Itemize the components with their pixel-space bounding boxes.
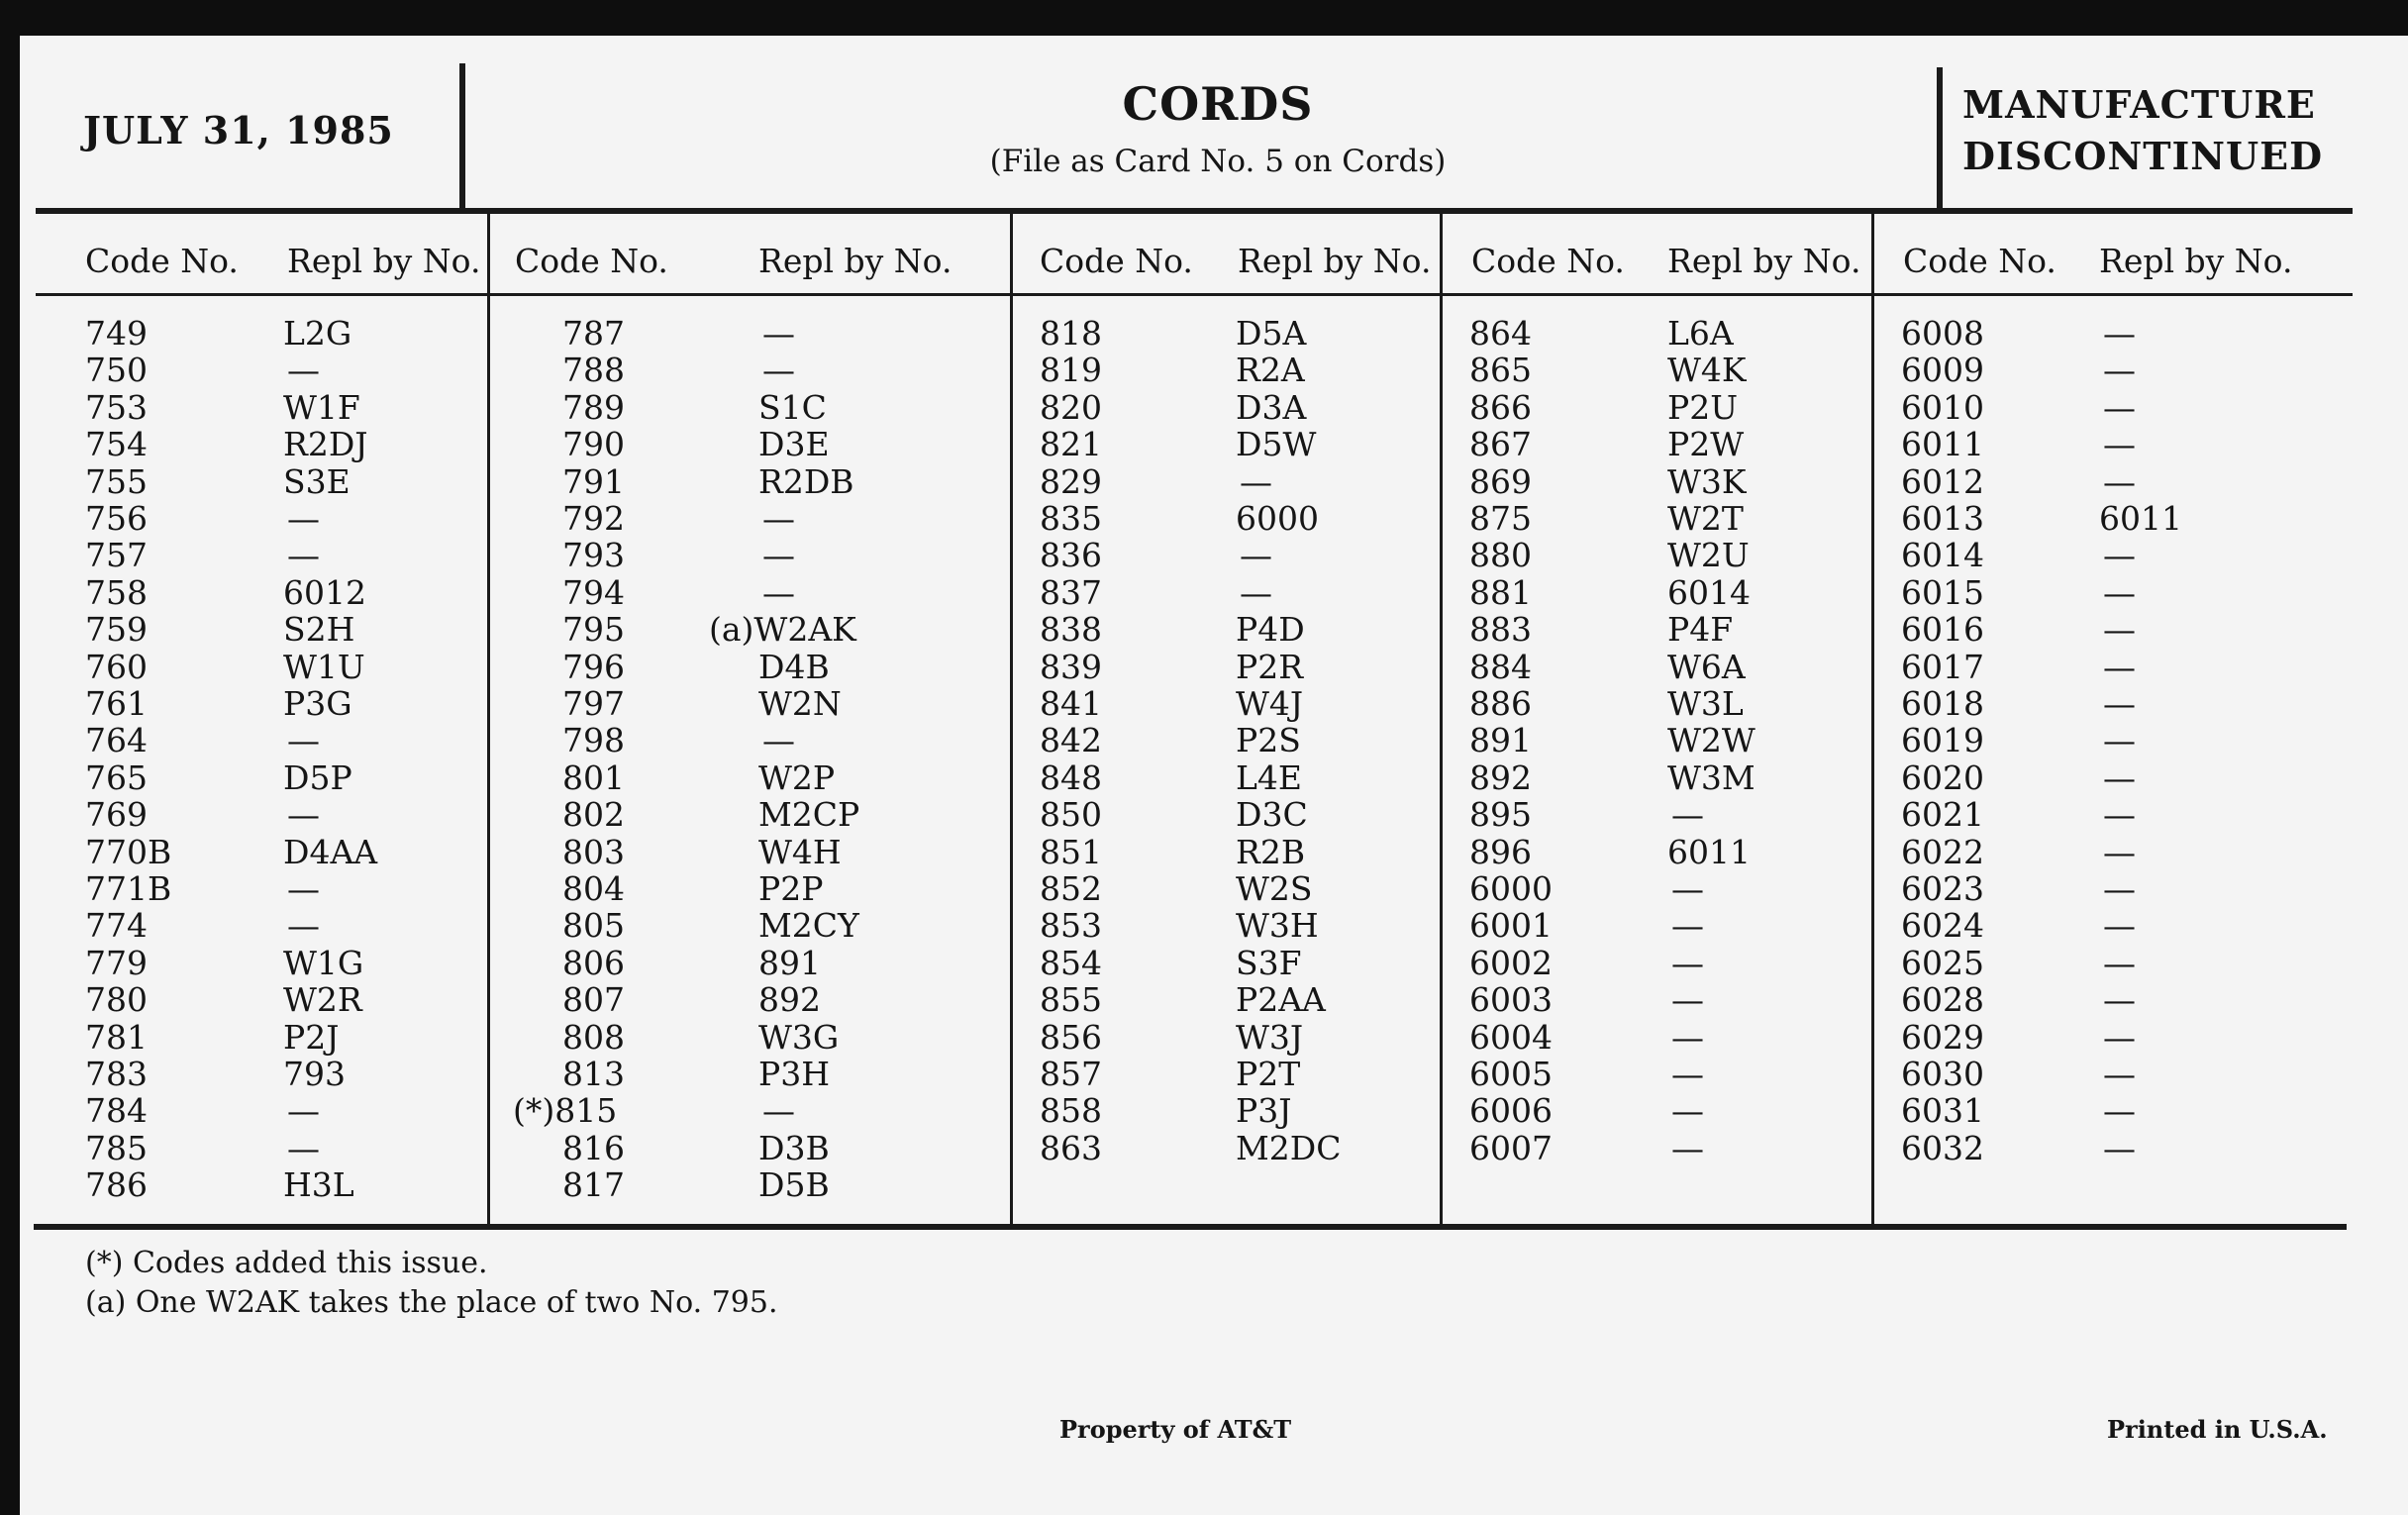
code-cell: 761 [85, 684, 148, 723]
replacement-cell: — [2103, 610, 2136, 650]
code-cell: 804 [562, 869, 625, 908]
column-divider-1 [487, 212, 490, 1226]
replacement-cell: — [1671, 943, 1704, 982]
header-rule [36, 208, 2353, 214]
replacement-cell: — [2103, 572, 2136, 612]
code-cell: 866 [1469, 387, 1532, 427]
replacement-cell: — [287, 499, 320, 538]
replacement-cell: D3E [758, 425, 830, 464]
code-cell: 6029 [1901, 1017, 1984, 1057]
code-cell: 780 [85, 980, 148, 1020]
replacement-cell: 793 [283, 1055, 346, 1093]
printed-notice: Printed in U.S.A. [2107, 1415, 2328, 1444]
replacement-cell: D5P [283, 758, 352, 797]
replacement-cell: P2S [1236, 721, 1301, 760]
replacement-cell: — [1240, 572, 1272, 612]
code-cell: 842 [1040, 721, 1102, 760]
replacement-cell: M2CY [758, 906, 859, 946]
replacement-cell: W2R [283, 980, 362, 1020]
code-cell: 6018 [1901, 684, 1984, 723]
code-cell: 864 [1469, 314, 1532, 353]
page-title: CORDS [1122, 77, 1314, 131]
code-cell: 770B [85, 832, 172, 871]
code-cell: 854 [1040, 943, 1102, 982]
code-cell: 781 [85, 1017, 148, 1057]
code-cell: 749 [85, 314, 148, 353]
code-cell: 6030 [1901, 1055, 1984, 1093]
property-notice: Property of AT&T [1059, 1415, 1292, 1444]
replacement-cell: — [2103, 943, 2136, 982]
code-cell: 786 [85, 1165, 148, 1205]
replacement-cell: S2H [283, 610, 355, 650]
code-cell: 755 [85, 461, 148, 501]
replacement-cell: — [1671, 1055, 1704, 1093]
column-divider-4 [1871, 212, 1874, 1226]
replacement-cell: — [2103, 647, 2136, 686]
replacement-cell: D5B [758, 1165, 830, 1205]
column-header-repl: Repl by No. [758, 242, 953, 280]
column-header-code: Code No. [1471, 242, 1625, 280]
replacement-cell: S3E [283, 461, 351, 501]
code-cell: 821 [1040, 425, 1102, 464]
code-cell: 869 [1469, 461, 1532, 501]
code-cell: 750 [85, 351, 148, 390]
code-cell: 850 [1040, 795, 1102, 835]
replacement-cell: 891 [758, 943, 821, 982]
replacement-cell: — [2103, 314, 2136, 353]
replacement-cell: — [2103, 721, 2136, 760]
replacement-cell: P2J [283, 1017, 340, 1057]
code-cell: 757 [85, 536, 148, 575]
code-cell: 783 [85, 1055, 148, 1093]
code-cell: 789 [562, 387, 625, 427]
code-cell: 837 [1040, 572, 1102, 612]
replacement-cell: D5W [1236, 425, 1317, 464]
code-cell: 805 [562, 906, 625, 946]
code-cell: 836 [1040, 536, 1102, 575]
replacement-cell: R2DB [758, 461, 854, 501]
replacement-cell: L6A [1667, 314, 1734, 353]
code-cell: 813 [562, 1055, 625, 1093]
replacement-cell: P3J [1236, 1091, 1292, 1131]
replacement-cell: D3B [758, 1128, 830, 1167]
code-cell: 892 [1469, 758, 1532, 797]
replacement-cell: P2W [1667, 425, 1745, 464]
code-cell: 784 [85, 1091, 148, 1131]
replacement-cell: — [287, 869, 320, 908]
replacement-cell: W3H [1236, 906, 1319, 946]
code-cell: 884 [1469, 647, 1532, 686]
column-header-rule [36, 293, 2353, 296]
code-cell: 6012 [1901, 461, 1984, 501]
replacement-cell: 6014 [1667, 572, 1751, 612]
replacement-cell: — [287, 1128, 320, 1167]
replacement-cell: D3C [1236, 795, 1308, 835]
code-cell: 851 [1040, 832, 1102, 871]
code-cell: 758 [85, 572, 148, 612]
code-cell: 6017 [1901, 647, 1984, 686]
replacement-cell: — [1671, 795, 1704, 835]
code-cell: 829 [1040, 461, 1102, 501]
replacement-cell: — [2103, 980, 2136, 1020]
replacement-cell: W6A [1667, 647, 1746, 686]
code-cell: 788 [562, 351, 625, 390]
code-cell: 6001 [1469, 906, 1553, 946]
replacement-cell: D4AA [283, 832, 378, 871]
replacement-cell: P3H [758, 1055, 830, 1093]
replacement-cell: W3L [1667, 684, 1744, 723]
replacement-cell: — [1671, 1091, 1704, 1131]
replacement-cell: — [2103, 461, 2136, 501]
code-cell: 764 [85, 721, 148, 760]
code-cell: 796 [562, 647, 625, 686]
replacement-cell: R2B [1236, 832, 1306, 871]
replacement-cell: W2S [1236, 869, 1313, 908]
replacement-cell: W1U [283, 647, 365, 686]
replacement-cell: — [2103, 351, 2136, 390]
code-cell: 795 [562, 610, 625, 650]
replacement-cell: W2W [1667, 721, 1756, 760]
code-cell: 865 [1469, 351, 1532, 390]
code-cell: 6007 [1469, 1128, 1553, 1167]
code-cell: 797 [562, 684, 625, 723]
code-cell: 6028 [1901, 980, 1984, 1020]
code-cell: 6000 [1469, 869, 1553, 908]
status-label [1962, 79, 2378, 182]
replacement-cell: — [2103, 387, 2136, 427]
replacement-cell: M2CP [758, 795, 860, 835]
replacement-cell: W1G [283, 943, 364, 982]
replacement-cell: — [1671, 1017, 1704, 1057]
replacement-cell: P2P [758, 869, 824, 908]
cords-card [20, 36, 2408, 1515]
code-cell: 820 [1040, 387, 1102, 427]
code-cell: 6021 [1901, 795, 1984, 835]
column-divider-3 [1440, 212, 1443, 1226]
replacement-cell: W2U [1667, 536, 1750, 575]
code-cell: 818 [1040, 314, 1102, 353]
table-bottom-rule [34, 1224, 2347, 1230]
code-cell: 803 [562, 832, 625, 871]
column-header-repl: Repl by No. [2099, 242, 2293, 280]
replacement-cell: P4D [1236, 610, 1305, 650]
code-cell: 819 [1040, 351, 1102, 390]
code-cell: 779 [85, 943, 148, 982]
column-header-code: Code No. [85, 242, 239, 280]
code-cell: 808 [562, 1017, 625, 1057]
replacement-cell: S1C [758, 387, 827, 427]
code-cell: 807 [562, 980, 625, 1020]
replacement-cell: — [2103, 906, 2136, 946]
replacement-cell: — [762, 499, 795, 538]
code-cell: 771B [85, 869, 172, 908]
code-cell: 848 [1040, 758, 1102, 797]
code-cell: 841 [1040, 684, 1102, 723]
replacement-cell: — [1671, 1128, 1704, 1167]
code-cell: 6011 [1901, 425, 1984, 464]
replacement-cell: 6011 [2099, 499, 2182, 538]
replacement-cell: P4F [1667, 610, 1734, 650]
replacement-cell: — [2103, 536, 2136, 575]
code-cell: 6013 [1901, 499, 1984, 538]
column-header-code: Code No. [1040, 242, 1193, 280]
column-divider-2 [1010, 212, 1013, 1226]
code-cell: 769 [85, 795, 148, 835]
replacement-cell: P3G [283, 684, 352, 723]
replacement-cell: W1F [283, 387, 360, 427]
replacement-cell: — [2103, 795, 2136, 835]
column-header-code: Code No. [515, 242, 668, 280]
replacement-cell: — [2103, 684, 2136, 723]
code-cell: 785 [85, 1128, 148, 1167]
code-cell: (*)815 [513, 1091, 618, 1131]
replacement-cell: — [762, 351, 795, 390]
code-cell: 790 [562, 425, 625, 464]
code-cell: 6023 [1901, 869, 1984, 908]
replacement-cell: P2AA [1236, 980, 1326, 1020]
column-header-code: Code No. [1903, 242, 2057, 280]
code-cell: 754 [85, 425, 148, 464]
replacement-cell: — [1671, 980, 1704, 1020]
replacement-cell: L4E [1236, 758, 1302, 797]
code-cell: 6005 [1469, 1055, 1553, 1093]
code-cell: 6010 [1901, 387, 1984, 427]
code-cell: 895 [1469, 795, 1532, 835]
replacement-cell: L2G [283, 314, 352, 353]
code-cell: 817 [562, 1165, 625, 1205]
replacement-cell: W4J [1236, 684, 1304, 723]
replacement-cell: — [287, 351, 320, 390]
code-cell: 6031 [1901, 1091, 1984, 1131]
note-w2ak: (a) One W2AK takes the place of two No. 795. [85, 1285, 778, 1320]
replacement-cell: — [1240, 461, 1272, 501]
code-cell: 6016 [1901, 610, 1984, 650]
code-cell: 886 [1469, 684, 1532, 723]
code-cell: 853 [1040, 906, 1102, 946]
code-cell: 759 [85, 610, 148, 650]
replacement-cell: W4K [1667, 351, 1747, 390]
replacement-cell: — [287, 536, 320, 575]
code-cell: 6002 [1469, 943, 1553, 982]
column-header-repl: Repl by No. [1238, 242, 1432, 280]
code-cell: 858 [1040, 1091, 1102, 1131]
replacement-cell: — [2103, 1091, 2136, 1131]
issue-date: JULY 31, 1985 [83, 108, 394, 152]
code-cell: 6004 [1469, 1017, 1553, 1057]
replacement-cell: — [2103, 1017, 2136, 1057]
replacement-cell: — [2103, 869, 2136, 908]
code-cell: 791 [562, 461, 625, 501]
code-cell: 787 [562, 314, 625, 353]
replacement-cell: W3J [1236, 1017, 1304, 1057]
replacement-cell: — [287, 906, 320, 946]
code-cell: 774 [85, 906, 148, 946]
code-cell: 793 [562, 536, 625, 575]
replacement-cell: — [762, 721, 795, 760]
replacement-cell: P2R [1236, 647, 1304, 686]
code-cell: 839 [1040, 647, 1102, 686]
replacement-cell: D3A [1236, 387, 1307, 427]
code-cell: 798 [562, 721, 625, 760]
replacement-cell: W2P [758, 758, 836, 797]
replacement-cell: S3F [1236, 943, 1302, 982]
code-cell: 6019 [1901, 721, 1984, 760]
replacement-cell: — [2103, 1128, 2136, 1167]
replacement-cell: W4H [758, 832, 842, 871]
replacement-cell: — [762, 314, 795, 353]
replacement-cell: — [287, 1091, 320, 1131]
column-header-repl: Repl by No. [287, 242, 481, 280]
code-cell: 6014 [1901, 536, 1984, 575]
code-cell: 855 [1040, 980, 1102, 1020]
replacement-cell: — [762, 536, 795, 575]
replacement-cell: — [762, 572, 795, 612]
column-header-repl: Repl by No. [1667, 242, 1861, 280]
status-line-2: DISCONTINUED [1962, 134, 2324, 178]
replacement-cell: — [2103, 832, 2136, 871]
code-cell: 838 [1040, 610, 1102, 650]
code-cell: 794 [562, 572, 625, 612]
page-subtitle: (File as Card No. 5 on Cords) [989, 144, 1447, 179]
code-cell: 857 [1040, 1055, 1102, 1093]
code-cell: 881 [1469, 572, 1532, 612]
replacement-cell: — [287, 795, 320, 835]
code-cell: 6003 [1469, 980, 1553, 1020]
code-cell: 6009 [1901, 351, 1984, 390]
replacement-cell: 6000 [1236, 499, 1319, 538]
replacement-cell: D5A [1236, 314, 1307, 353]
replacement-cell: — [2103, 1055, 2136, 1093]
code-cell: 6032 [1901, 1128, 1984, 1167]
replacement-cell: — [1240, 536, 1272, 575]
code-cell: 6015 [1901, 572, 1984, 612]
replacement-cell: H3L [283, 1165, 354, 1205]
replacement-cell: P2U [1667, 387, 1739, 427]
code-cell: 6025 [1901, 943, 1984, 982]
code-cell: 891 [1469, 721, 1532, 760]
replacement-cell: W3K [1667, 461, 1747, 501]
code-cell: 863 [1040, 1128, 1102, 1167]
replacement-cell: R2DJ [283, 425, 368, 464]
code-cell: 753 [85, 387, 148, 427]
replacement-cell: 892 [758, 980, 821, 1020]
code-cell: 806 [562, 943, 625, 982]
replacement-cell: R2A [1236, 351, 1305, 390]
header-divider-right [1937, 67, 1943, 208]
header-divider-left [459, 63, 465, 208]
code-cell: 756 [85, 499, 148, 538]
code-cell: 6008 [1901, 314, 1984, 353]
replacement-cell: — [2103, 758, 2136, 797]
code-cell: 6020 [1901, 758, 1984, 797]
status-line-1: MANUFACTURE [1962, 82, 2316, 127]
code-cell: 802 [562, 795, 625, 835]
code-cell: 875 [1469, 499, 1532, 538]
replacement-cell: 6012 [283, 572, 366, 612]
replacement-cell: — [1671, 906, 1704, 946]
replacement-cell: 6011 [1667, 832, 1751, 871]
replacement-cell: — [1671, 869, 1704, 908]
replacement-cell: W2T [1667, 499, 1744, 538]
code-cell: 856 [1040, 1017, 1102, 1057]
code-cell: 835 [1040, 499, 1102, 538]
code-cell: 816 [562, 1128, 625, 1167]
code-cell: 6024 [1901, 906, 1984, 946]
code-cell: 6006 [1469, 1091, 1553, 1131]
replacement-cell: W3M [1667, 758, 1756, 797]
replacement-cell: (a)W2AK [709, 610, 856, 650]
code-cell: 801 [562, 758, 625, 797]
code-cell: 880 [1469, 536, 1532, 575]
code-cell: 6022 [1901, 832, 1984, 871]
replacement-cell: D4B [758, 647, 830, 686]
code-cell: 765 [85, 758, 148, 797]
code-cell: 896 [1469, 832, 1532, 871]
code-cell: 760 [85, 647, 148, 686]
replacement-cell: — [2103, 425, 2136, 464]
replacement-cell: — [287, 721, 320, 760]
replacement-cell: W3G [758, 1017, 840, 1057]
code-cell: 852 [1040, 869, 1102, 908]
replacement-cell: P2T [1236, 1055, 1301, 1093]
code-cell: 867 [1469, 425, 1532, 464]
replacement-cell: M2DC [1236, 1128, 1342, 1167]
note-added: (*) Codes added this issue. [85, 1246, 488, 1280]
replacement-cell: W2N [758, 684, 842, 723]
replacement-cell: — [762, 1091, 795, 1131]
code-cell: 792 [562, 499, 625, 538]
code-cell: 883 [1469, 610, 1532, 650]
